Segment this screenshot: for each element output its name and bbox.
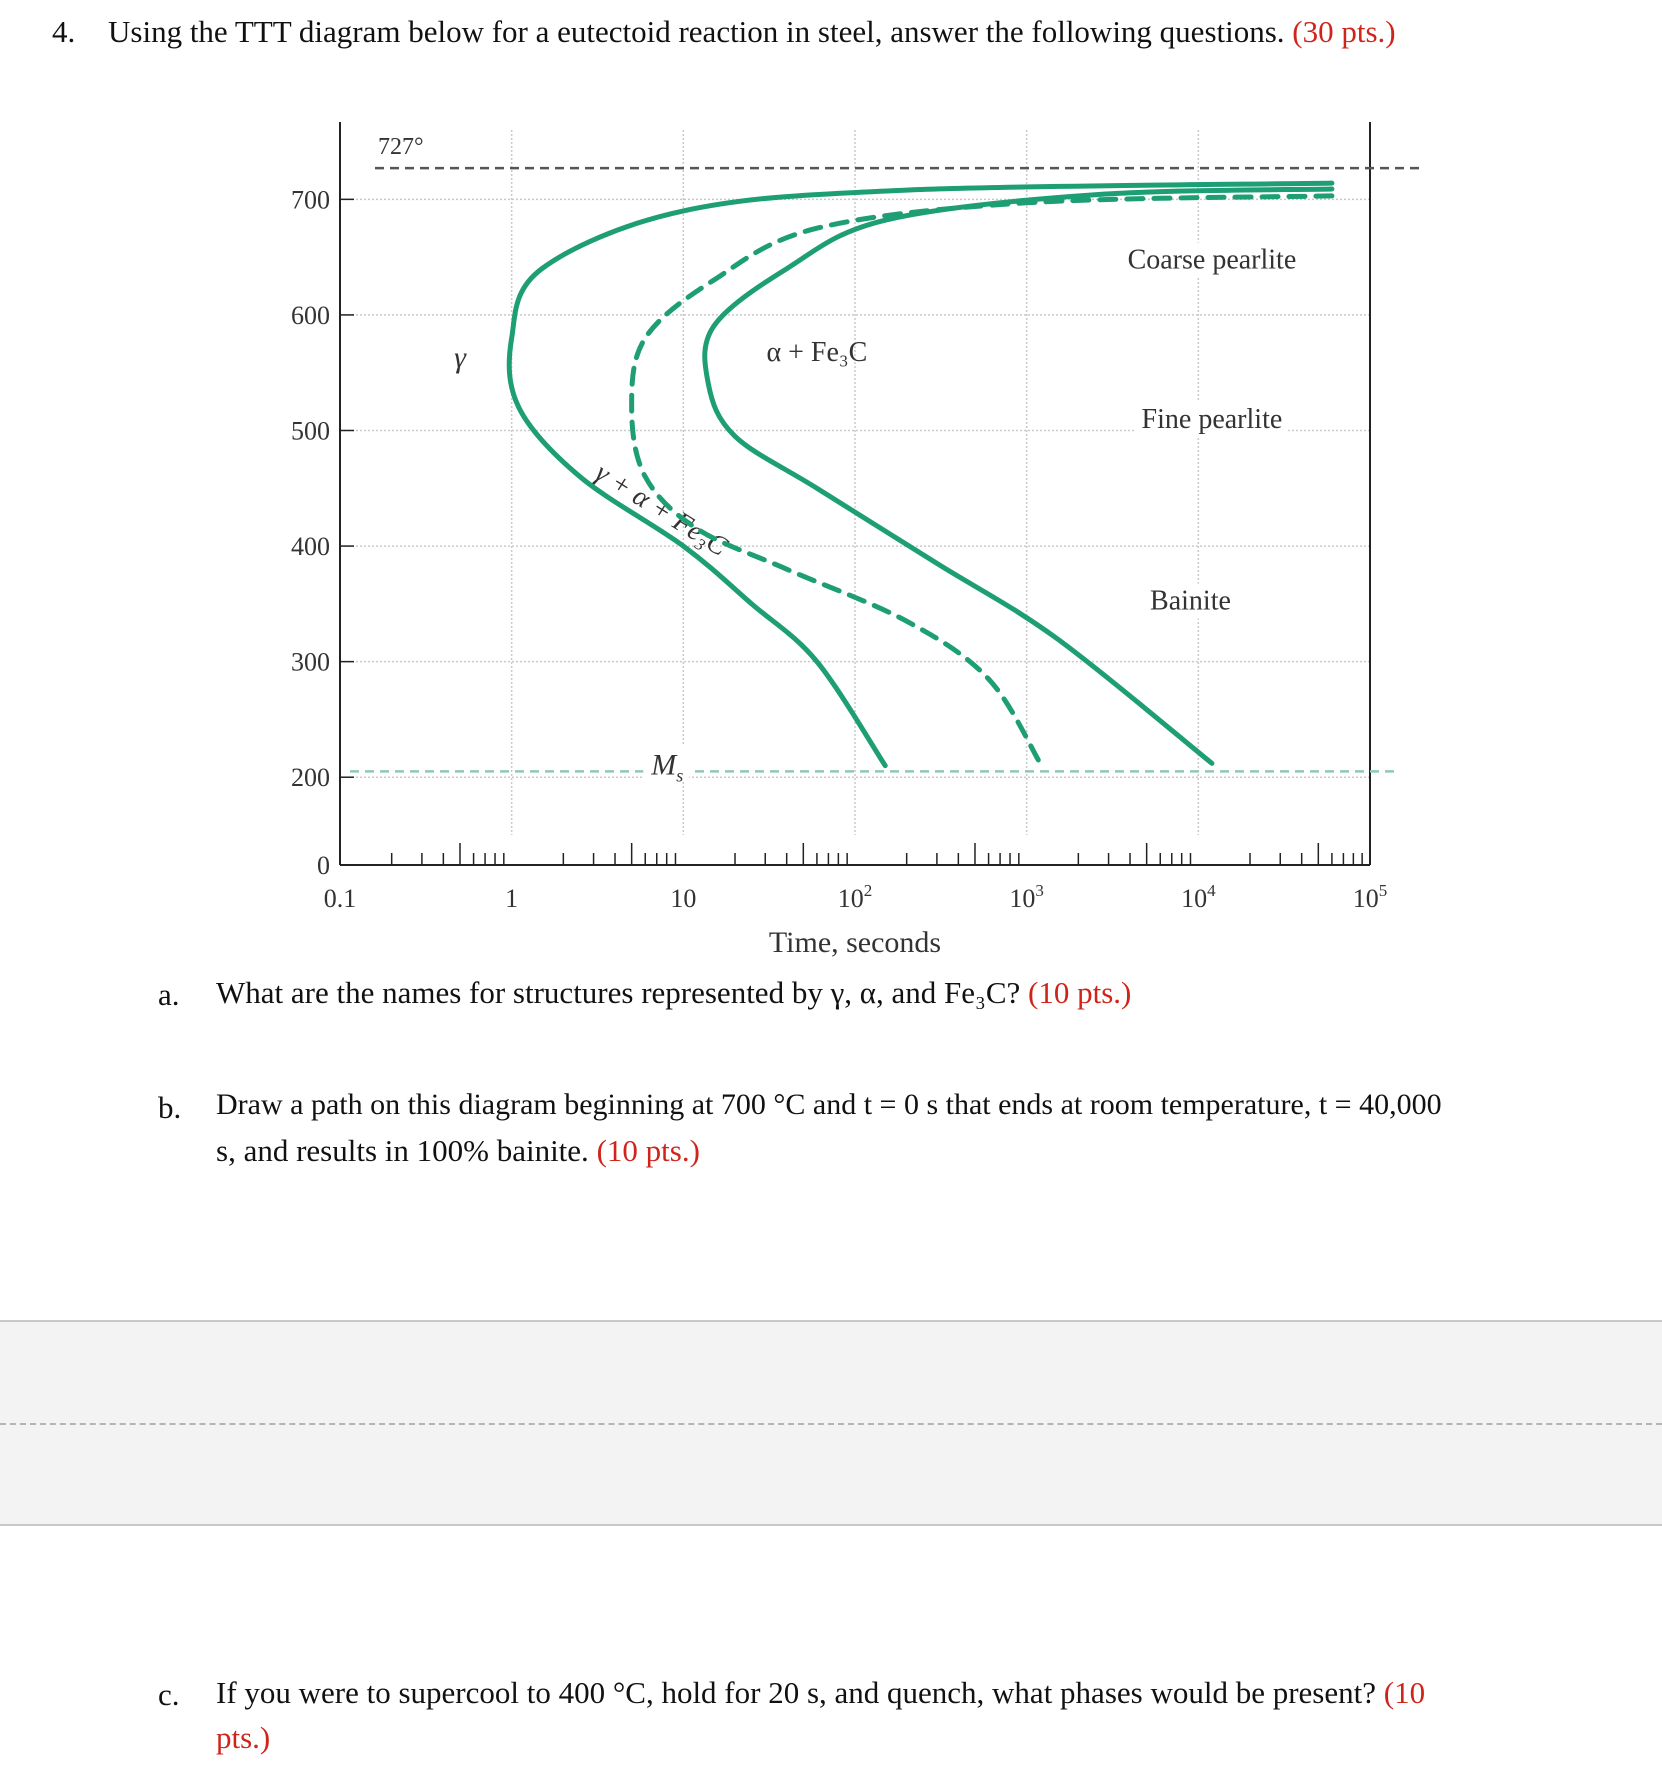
x-tick-label: $10^2$	[837, 881, 873, 913]
x-tick-label: 1	[505, 884, 519, 913]
part-a-question	[216, 975, 1131, 1011]
eutectoid-label: 727°	[378, 134, 424, 161]
x-tick-label: 10	[670, 884, 697, 913]
part-b-points: (10 pts.)	[596, 1133, 700, 1168]
part-c-points-end: pts.)	[216, 1720, 271, 1755]
part-a-text: What are the names for structures represented by γ, α, and Fe₃C?	[216, 975, 1021, 1010]
x-axis-label: Time, seconds	[768, 926, 942, 959]
x-tick-label: 0.1	[323, 884, 357, 913]
gamma-alpha-fe3c-label: γ + α + Fe₃C	[589, 457, 733, 563]
y-tick-label: 600	[291, 300, 330, 330]
x-tick-exponent: 5	[1378, 881, 1388, 900]
y-tick-label: 300	[291, 647, 330, 677]
y-tick-label: 500	[291, 416, 330, 446]
part-a-letter: a.	[158, 977, 180, 1012]
ms-subscript: s	[676, 765, 684, 786]
part-b-text-line2: s, and results in 100% bainite.	[216, 1133, 589, 1168]
x-tick-label: $10^5$	[1352, 881, 1388, 913]
question-text: Using the TTT diagram below for a eutectoid reaction in steel, answer the following questions.	[108, 14, 1285, 49]
y-tick-label: 200	[291, 763, 330, 793]
x-tick-label: $10^3$	[1009, 881, 1044, 913]
alpha-fe3c-label: α + Fe₃C	[766, 337, 868, 369]
x-tick-exponent: 4	[1207, 881, 1216, 900]
x-tick-exponent: 2	[863, 881, 873, 900]
page-break-rule	[0, 1423, 1662, 1425]
part-c-points-start: (10	[1383, 1675, 1426, 1710]
x-tick-exponent: 3	[1035, 881, 1044, 900]
bainite-label: Bainite	[1150, 585, 1231, 617]
part-b-letter: b.	[158, 1090, 182, 1125]
ms-label: $M_s$	[651, 748, 684, 786]
part-a-points: (10 pts.)	[1028, 975, 1132, 1010]
part-c-question-line1	[216, 1675, 1425, 1711]
gamma-label: γ	[454, 340, 466, 374]
y-tick-label: 400	[291, 532, 330, 562]
part-c-letter: c.	[158, 1677, 180, 1712]
question-heading	[52, 14, 1396, 50]
coarse-pearlite-label: Coarse pearlite	[1127, 244, 1297, 276]
fine-pearlite-label: Fine pearlite	[1141, 404, 1283, 436]
part-b-question-line2	[216, 1133, 700, 1169]
answer-area-bottom-rule	[0, 1524, 1662, 1526]
transformation-50-percent-curve	[632, 196, 1332, 763]
y-tick-label: 700	[291, 185, 330, 215]
question-points: (30 pts.)	[1292, 14, 1396, 49]
part-b-text-line1: Draw a path on this diagram beginning at 700 °C and t = 0 s that ends at room temperature, t = 40,000	[216, 1088, 1442, 1121]
y-zero-label: 0	[317, 851, 330, 880]
ttt-diagram	[260, 110, 1460, 960]
x-tick-label: $10^4$	[1181, 881, 1216, 913]
part-c-text: If you were to supercool to 400 °C, hold for 20 s, and quench, what phases would be present?	[216, 1675, 1376, 1710]
question-number: 4.	[52, 14, 76, 49]
